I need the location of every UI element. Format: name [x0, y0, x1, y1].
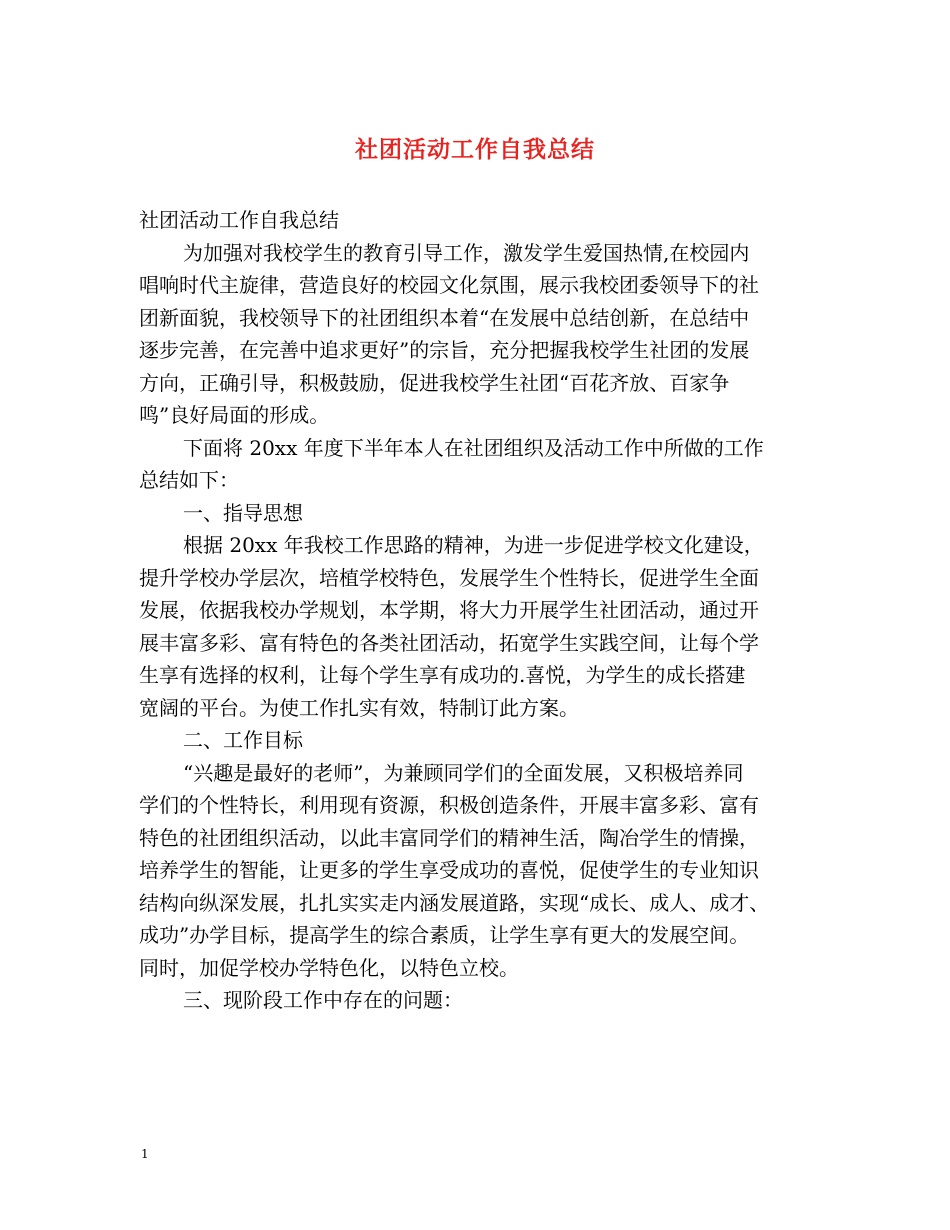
text-line: 为加强对我校学生的教育引导工作，激发学生爱国热情,在校园内 [183, 240, 750, 265]
text-line: 唱响时代主旋律，营造良好的校园文化氛围，展示我校团委领导下的社 [139, 273, 759, 297]
text-line: 提升学校办学层次，培植学校特色，发展学生个性特长，促进学生全面 [139, 565, 759, 590]
page-number: 1 [141, 1147, 149, 1161]
text-line: 结构向纵深发展，扎扎实实走内涵发展道路，实现“成长、成人、成才、 [139, 890, 770, 915]
text-line: 成功”办学目标，提高学生的综合素质，让学生享有更大的发展空间。 [139, 923, 750, 947]
text-line: 社团活动工作自我总结 [139, 208, 339, 232]
text-line: 特色的社团组织活动，以此丰富同学们的精神生活，陶冶学生的情操， [139, 825, 759, 850]
text-line: 二、工作目标 [183, 728, 303, 752]
text-line: 展丰富多彩、富有特色的各类社团活动，拓宽学生实践空间，让每个学 [139, 630, 759, 655]
text-line: 逐步完善，在完善中追求更好”的宗旨，充分把握我校学生社团的发展 [139, 338, 750, 362]
text-line: 培养学生的智能，让更多的学生享受成功的喜悦，促使学生的专业知识 [139, 858, 759, 882]
text-line: 学们的个性特长，利用现有资源，积极创造条件，开展丰富多彩、富有 [139, 793, 759, 817]
text-line: 同时，加促学校办学特色化，以特色立校。 [139, 955, 519, 980]
text-line: 根据 20xx 年我校工作思路的精神，为进一步促进学校文化建设， [183, 533, 764, 557]
text-line: 宽阔的平台。为使工作扎实有效，特制订此方案。 [139, 695, 579, 720]
text-line: 方向，正确引导，积极鼓励，促进我校学生社团“百花齐放、百家争 [139, 370, 730, 395]
text-line: 一、指导思想 [183, 500, 303, 525]
text-line: 鸣”良好局面的形成。 [139, 403, 330, 427]
text-line: “兴趣是最好的老师”，为兼顾同学们的全面发展，又积极培养同 [183, 760, 744, 785]
text-line: 发展，依据我校办学规划，本学期，将大力开展学生社团活动，通过开 [139, 598, 759, 622]
text-line: 团新面貌，我校领导下的社团组织本着“在发展中总结创新，在总结中 [139, 305, 750, 330]
text-line: 三、现阶段工作中存在的问题： [183, 988, 463, 1012]
document-body [139, 204, 829, 1017]
text-line: 下面将 20xx 年度下半年本人在社团组织及活动工作中所做的工作 [183, 435, 764, 460]
text-line: 总结如下： [139, 468, 239, 492]
document-title: 社团活动工作自我总结 [355, 136, 595, 163]
text-line: 生享有选择的权利，让每个学生享有成功的.喜悦，为学生的成长搭建 [139, 663, 746, 687]
